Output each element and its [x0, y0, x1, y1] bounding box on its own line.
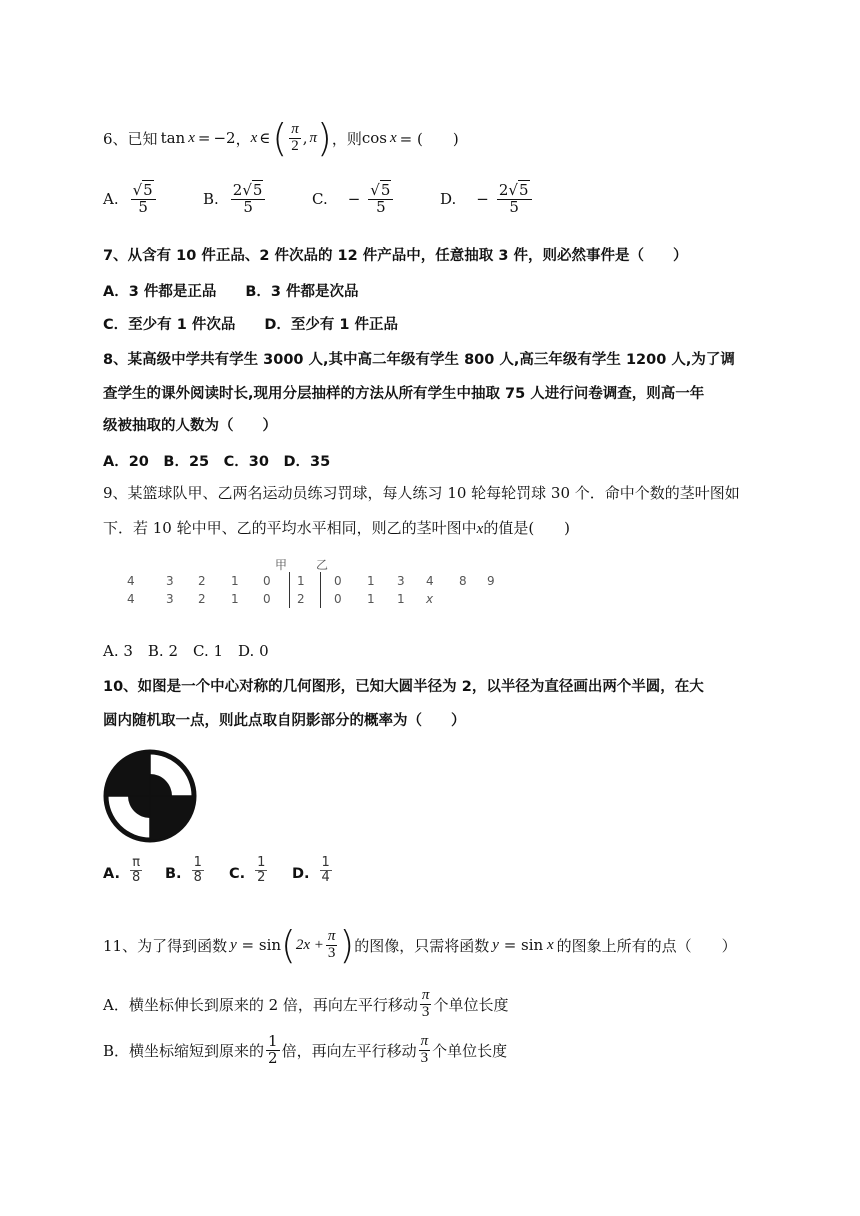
stem-leaf: 1: [367, 592, 375, 606]
stem-leaf: 2: [198, 592, 206, 606]
q6-cos: cos: [361, 129, 387, 147]
q6-prefix: 已知: [127, 129, 158, 148]
stem-leaf: 0: [334, 592, 342, 606]
q6-option-c-fraction: $\frac{√5}{5}$: [368, 183, 393, 216]
stem-leaf: 0: [263, 574, 271, 588]
q6-option-b-fraction: $\frac{2√5}{5}$: [231, 183, 266, 216]
stem-leaf: 8: [459, 574, 467, 588]
q6-x2: x: [250, 129, 258, 146]
stem-value: 2: [297, 592, 305, 606]
q11-option-a: A．横坐标伸长到原来的 2 倍，再向左平行移动 $\frac{\pi}{3}$ 个单位长度: [103, 986, 509, 1020]
q6-option-a-fraction: $\frac{√5}{5}$: [131, 183, 156, 216]
q10-option-d: D. $\frac{1}{4}$: [292, 855, 330, 885]
q9-options: A. 3 B. 2 C. 1 D. 0: [103, 642, 269, 660]
q6-stem: 6、 已知 tan x = −2 ， x ∈ ( $\frac{\pi}{2}$ , π ) ，则 cos x = ( ): [103, 116, 459, 160]
q8-line2: 查学生的课外阅读时长,现用分层抽样的方法从所有学生中抽取 75 人进行问卷调查，则高一年: [103, 386, 705, 402]
q7-stem: 7、从含有 10 件正品、2 件次品的 12 件产品中，任意抽取 3 件，则必然事件是（ ）: [103, 248, 688, 264]
stem-leaf: 1: [231, 592, 239, 606]
stem-leaf: 3: [397, 574, 405, 588]
q6-option-a: A. $\frac{√5}{5}$: [103, 183, 158, 216]
q10-line1: 10、如图是一个中心对称的几何图形，已知大圆半径为 2，以半径为直径画出两个半圆，在大: [103, 679, 704, 695]
q7-options-row1: A．3 件都是正品 B．3 件都是次品: [103, 284, 359, 300]
q6-x: x: [188, 129, 195, 146]
stem-leaf: 4: [127, 592, 135, 606]
stem-leaf: 4: [426, 574, 434, 588]
q6-value: −2: [213, 129, 236, 147]
q6-tan: tan: [160, 129, 186, 147]
stem-header-jia: 甲: [275, 558, 288, 572]
stem-leaf: 0: [334, 574, 342, 588]
q6-option-c: C. − $\frac{√5}{5}$: [312, 183, 395, 216]
stem-leaf: 4: [127, 574, 135, 588]
q9-line1: 9、某篮球队甲、乙两名运动员练习罚球，每人练习 10 轮每轮罚球 30 个．命中个数的茎叶图如: [103, 484, 740, 502]
stem-leaf: 2: [198, 574, 206, 588]
q6-in: ∈: [259, 129, 271, 147]
q10-option-a: A. $\frac{\pi}{8}$: [103, 855, 141, 885]
q7-options-row2: C．至少有 1 件次品 D．至少有 1 件正品: [103, 317, 399, 333]
q6-eq: =: [197, 129, 211, 147]
stem-divider-right: [320, 572, 321, 608]
q6-rparen: ): [317, 116, 332, 160]
q6-x3: x: [390, 129, 397, 146]
q6-number: 6、: [103, 129, 128, 148]
stem-divider-left: [289, 572, 290, 608]
stem-leaf: 1: [231, 574, 239, 588]
stem-leaf-plot: [103, 556, 523, 608]
q8-options: A．20 B．25 C．30 D．35: [103, 454, 331, 470]
stem-leaf: 1: [397, 592, 405, 606]
q6-comma: ，: [235, 129, 251, 148]
q6-interval-fraction: $\frac{\pi}{2}$: [291, 120, 299, 154]
q6-option-d: D. − $\frac{2√5}{5}$: [440, 183, 534, 216]
q6-interval-pi: π: [309, 129, 318, 146]
q10-figure: [102, 748, 198, 844]
q6-blank: = ( ): [399, 129, 459, 148]
q10-option-c: C. $\frac{1}{2}$: [229, 855, 266, 885]
q11-stem: 11、为了得到函数 y = sin ( 2x + $\frac{\pi}{3}$ ) 的图像，只需将函数 y = sin x 的图象上所有的点（ ）: [103, 923, 737, 967]
q9-line2: 下．若 10 轮中甲、乙的平均水平相同，则乙的茎叶图中x的值是( ): [103, 519, 571, 537]
q6-then: ，则: [331, 129, 362, 148]
stem-leaf: 3: [166, 574, 174, 588]
q6-lparen: (: [272, 116, 288, 160]
q11-option-b: B．横坐标缩短到原来的 $\frac{1}{2}$ 倍，再向左平行移动 $\frac{\pi}{3}$ 个单位长度: [103, 1031, 508, 1067]
stem-leaf: 3: [166, 592, 174, 606]
stem-value: 1: [297, 574, 305, 588]
stem-leaf: 1: [367, 574, 375, 588]
stem-leaf: 9: [487, 574, 495, 588]
q6-option-d-fraction: $\frac{2√5}{5}$: [497, 183, 532, 216]
q10-option-b: B. $\frac{1}{8}$: [165, 855, 202, 885]
stem-leaf: x: [426, 592, 434, 606]
stem-leaf: 0: [263, 592, 271, 606]
q11-pi-over-3: $\frac{\pi}{3}$: [327, 927, 336, 961]
q8-line3: 级被抽取的人数为（ ）: [103, 418, 277, 434]
q10-line2: 圆内随机取一点，则此点取自阴影部分的概率为（ ）: [103, 713, 466, 729]
q8-line1: 8、某高级中学共有学生 3000 人,其中高二年级有学生 800 人,高三年级有学生 1200 人,为了调: [103, 352, 735, 368]
stem-header-yi: 乙: [316, 558, 329, 572]
q6-option-b: B. $\frac{2√5}{5}$: [203, 183, 267, 216]
